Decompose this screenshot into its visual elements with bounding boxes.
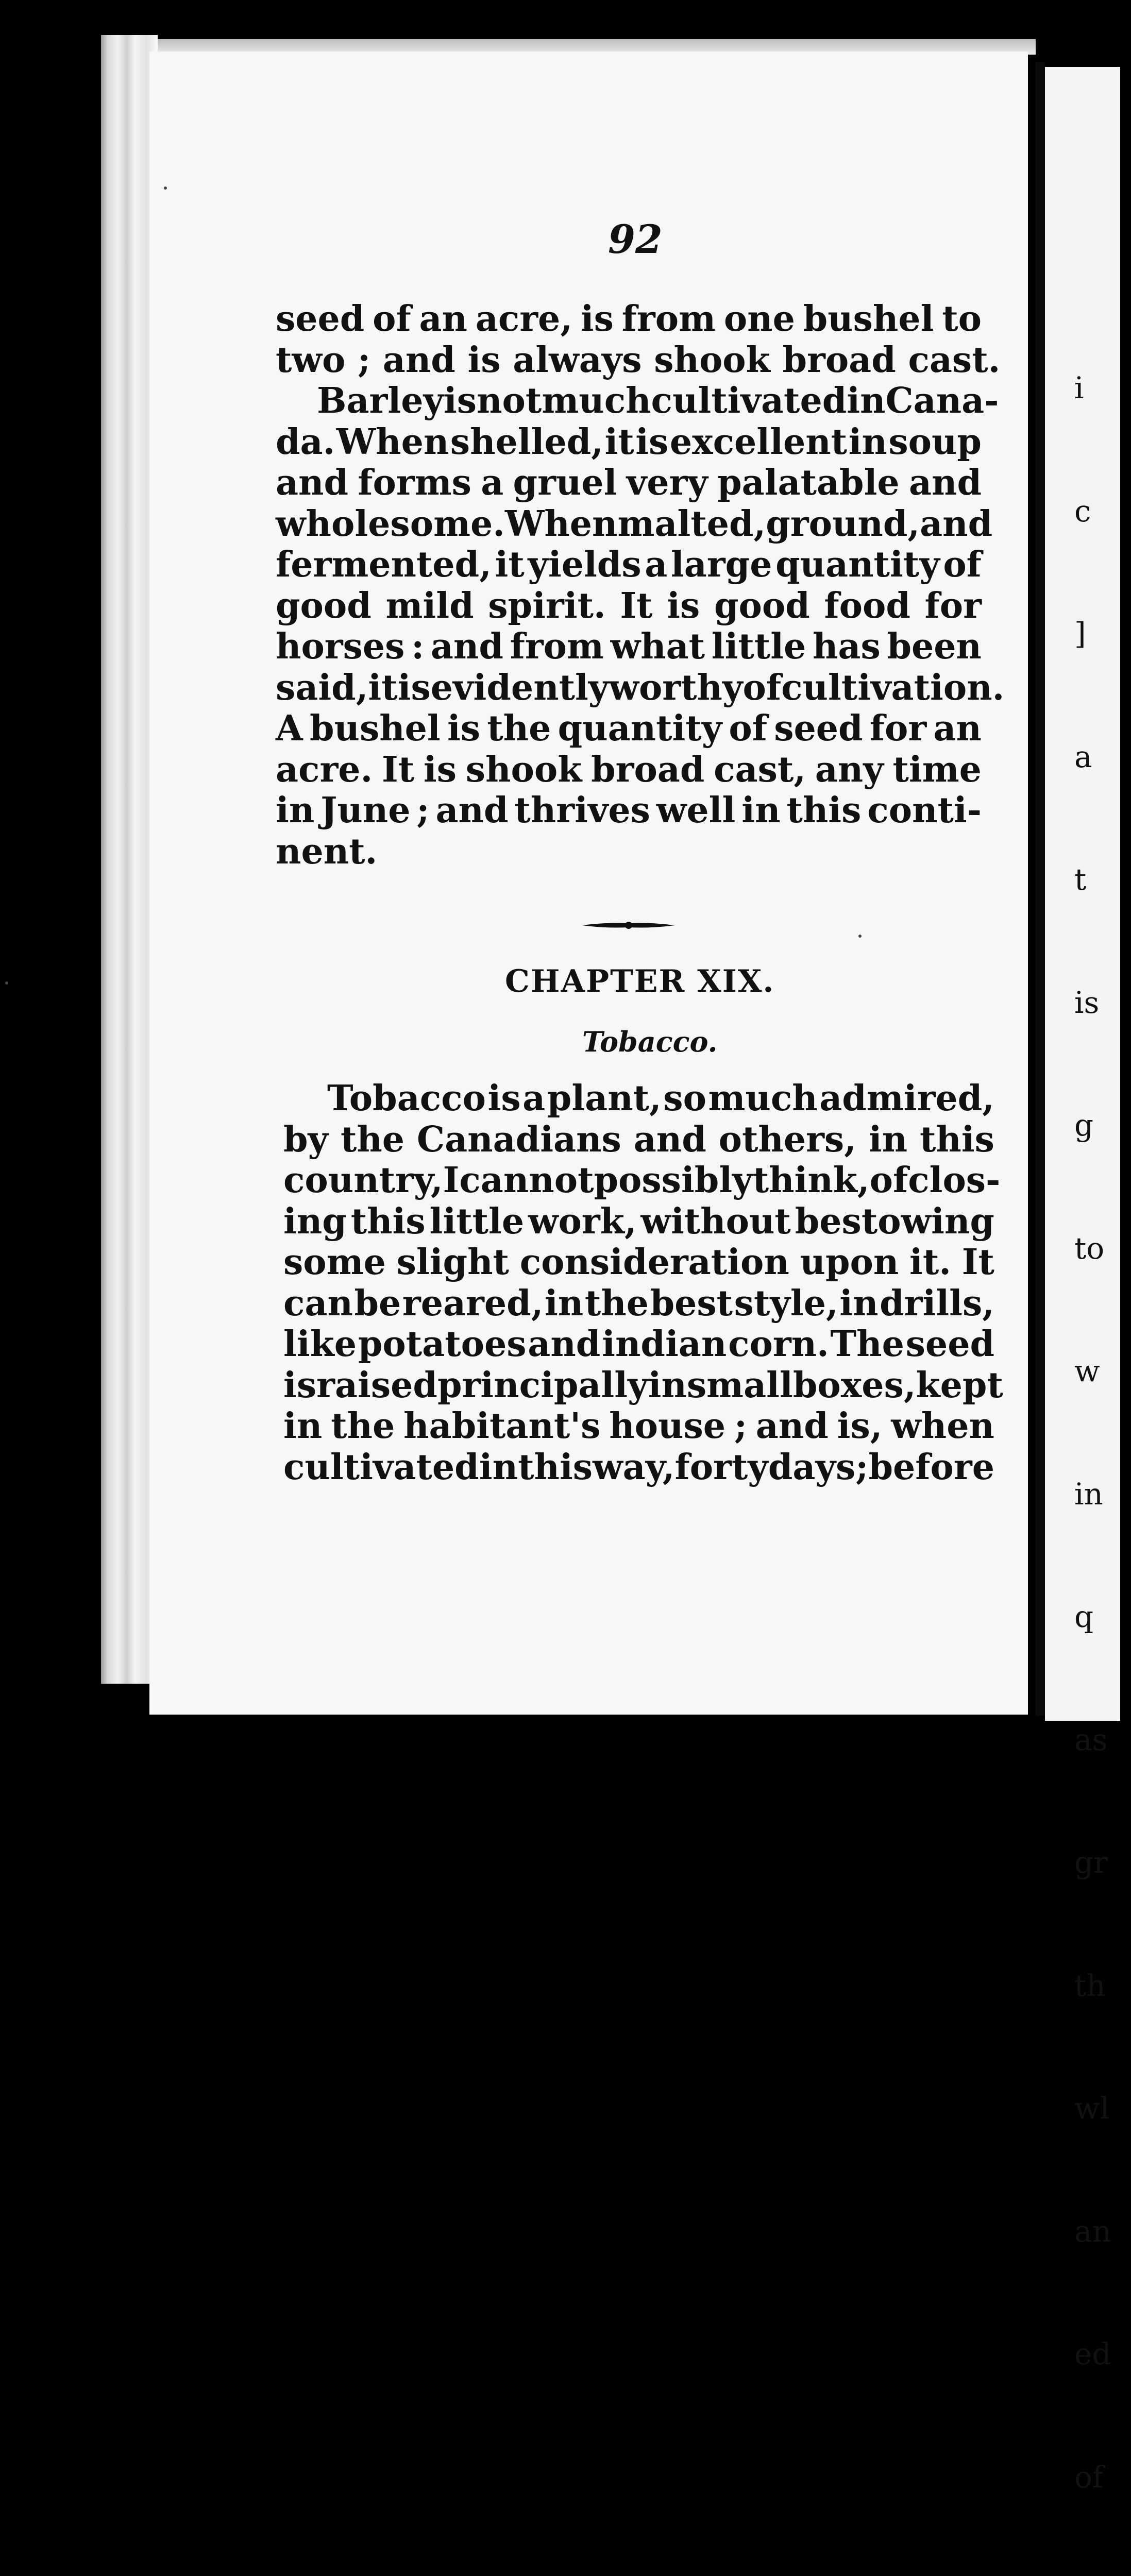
word: not [477, 380, 542, 421]
word: this [919, 1118, 994, 1160]
word: kept [916, 1364, 1003, 1406]
word: before [868, 1446, 994, 1488]
paper-speck [858, 935, 862, 938]
word: of [729, 708, 768, 749]
word: clos- [908, 1160, 1001, 1201]
word: and [528, 1324, 601, 1365]
word: from [510, 626, 604, 667]
word: worthy [609, 667, 743, 708]
word: others, [718, 1118, 856, 1160]
word: this [518, 1446, 593, 1488]
word: forms [358, 462, 471, 503]
word: corn. [728, 1324, 829, 1365]
word: potatoes [358, 1324, 527, 1365]
word: reared, [402, 1282, 544, 1324]
word: and [276, 462, 349, 503]
word: the [340, 1118, 405, 1160]
word: much [708, 1078, 818, 1119]
word: a [645, 544, 668, 585]
word: Tobacco [327, 1078, 486, 1119]
facing-line-fragment: wl [1074, 2091, 1110, 2126]
word: be [354, 1282, 401, 1324]
word: good [276, 585, 372, 626]
word: malted, [617, 503, 766, 545]
word: it [604, 421, 634, 463]
text-line [276, 790, 982, 832]
facing-line-fragment: t [1074, 862, 1087, 897]
facing-line-fragment: to [1074, 1230, 1105, 1266]
facing-line-fragment: ] [1074, 616, 1086, 651]
text-line [276, 380, 999, 422]
word: in [648, 1364, 687, 1406]
word: is [397, 667, 431, 708]
facing-line-fragment: is [1074, 985, 1100, 1020]
word: When [504, 503, 618, 545]
word: one [723, 298, 795, 340]
word: yields [528, 544, 642, 585]
word: days [768, 1446, 856, 1488]
text-line [276, 626, 982, 668]
word: palatable [717, 462, 900, 503]
text-line [276, 299, 982, 340]
facing-line-fragment: i [1074, 370, 1084, 405]
word: of [373, 298, 411, 340]
word: without [640, 1200, 791, 1242]
facing-line-fragment: as [1074, 1722, 1108, 1757]
word: Barley [317, 380, 444, 421]
word: best [650, 1282, 733, 1324]
word: slight [396, 1242, 509, 1283]
word: it [495, 544, 525, 585]
word: gruel [513, 462, 617, 503]
word: in [848, 421, 887, 463]
word: acre, [475, 298, 572, 340]
word: by [283, 1118, 329, 1160]
facing-line-fragment: in [1074, 1476, 1103, 1512]
word: is [635, 421, 669, 463]
word: broad [591, 749, 705, 790]
word: evidently [430, 667, 609, 708]
word: seed [774, 708, 863, 749]
word: raised [316, 1364, 437, 1406]
word: horses [276, 626, 405, 667]
text-line [283, 1364, 1003, 1406]
word: in [847, 380, 886, 421]
text-line [276, 422, 982, 463]
facing-line-fragment: g [1074, 1108, 1094, 1143]
word: ; [734, 1405, 747, 1447]
word: and [430, 626, 503, 667]
word: ing [283, 1200, 347, 1242]
word: cultivation. [781, 667, 1005, 708]
word: cultivated [283, 1446, 479, 1488]
paper-speck [164, 187, 167, 190]
text-line [283, 1160, 1001, 1201]
text-line [283, 1324, 994, 1365]
word: when [891, 1405, 994, 1447]
word: been [887, 626, 982, 667]
word: is [447, 708, 481, 749]
text-line [283, 1201, 994, 1243]
word: acre. [276, 749, 373, 790]
section-divider-ornament [582, 920, 675, 930]
word: and [755, 1405, 829, 1447]
word: for [869, 708, 927, 749]
word: quantity [558, 708, 722, 749]
text-line [283, 1078, 994, 1120]
word: this [350, 1200, 426, 1242]
facing-line-fragment: th [1074, 1968, 1106, 2003]
word: cannot [459, 1160, 594, 1201]
word: this [786, 790, 862, 831]
text-line: nent. [276, 831, 378, 872]
word: plant, [547, 1078, 662, 1119]
word: Cana- [885, 380, 999, 421]
facing-line-fragment: of [1074, 2459, 1104, 2495]
text-line [276, 503, 993, 545]
word: ; [855, 1446, 869, 1488]
word: is [283, 1364, 317, 1406]
word: in [544, 1282, 584, 1324]
text-line [283, 1447, 994, 1488]
word: fermented, [276, 544, 492, 585]
word: to [942, 298, 982, 340]
word: is [443, 380, 477, 421]
word: shook [465, 749, 582, 790]
word: of [869, 1160, 908, 1201]
word: in [741, 790, 781, 831]
word: style, [734, 1282, 838, 1324]
word: much [542, 380, 651, 421]
text-line [276, 667, 1005, 709]
word: wholesome. [276, 503, 505, 545]
word: When [336, 421, 449, 463]
word: The [830, 1324, 904, 1365]
word: seed [276, 298, 365, 340]
word: shelled, [450, 421, 603, 463]
word: well [656, 790, 736, 831]
page-number: 92 [608, 216, 663, 262]
chapter-title: CHAPTER XIX. [505, 963, 775, 999]
word: soup [888, 421, 982, 463]
word: A [276, 708, 303, 749]
word: good [714, 585, 810, 626]
text-line [276, 545, 982, 586]
word: spirit. [488, 585, 606, 626]
word: and [908, 462, 982, 503]
word: country, [283, 1160, 443, 1201]
facing-line-fragment: w [1074, 1353, 1100, 1388]
word: it. [909, 1242, 951, 1283]
word: It [961, 1242, 994, 1283]
word: in [479, 1446, 518, 1488]
word: is [667, 585, 700, 626]
word: quantity [775, 544, 940, 585]
word: can [283, 1282, 353, 1324]
text-block-top [276, 298, 1005, 872]
word: mild [385, 585, 474, 626]
text-line [283, 1406, 994, 1447]
word: think, [752, 1160, 870, 1201]
word: admired, [819, 1078, 994, 1119]
facing-line-fragment: a [1074, 739, 1092, 774]
word: way, [593, 1446, 675, 1488]
word: some [283, 1242, 386, 1283]
facing-line-fragment: q [1074, 1599, 1094, 1634]
word: of [742, 667, 782, 708]
word: seed [905, 1324, 994, 1365]
word: little [429, 1200, 525, 1242]
word: consideration [519, 1242, 789, 1283]
word: June [320, 790, 411, 831]
facing-line-fragment: gr [1074, 1845, 1108, 1880]
word: for [924, 585, 982, 626]
word: boxes, [792, 1364, 916, 1406]
word: so [663, 1078, 706, 1119]
word: an [933, 708, 982, 749]
text-line [276, 463, 982, 504]
word: possibly [594, 1160, 753, 1201]
word: like [283, 1324, 357, 1365]
word: It [381, 749, 415, 790]
word: is, [837, 1405, 883, 1447]
word: indian [602, 1324, 727, 1365]
word: : [411, 626, 425, 667]
word: is [487, 1078, 521, 1119]
word: the [331, 1405, 395, 1447]
word: ; [416, 790, 430, 831]
word: It [620, 585, 653, 626]
word: bushel [803, 298, 934, 340]
word: da. [276, 421, 335, 463]
text-line [283, 1283, 994, 1325]
word: time [892, 749, 982, 790]
word: has [812, 626, 881, 667]
word: house [609, 1405, 725, 1447]
facing-line-fragment: an [1074, 2213, 1111, 2249]
word: drills, [880, 1282, 994, 1324]
word: a [481, 462, 504, 503]
word: the [487, 708, 551, 749]
word: in [276, 790, 315, 831]
word: ground, [766, 503, 920, 545]
word: bestowing [795, 1200, 994, 1242]
word: habitant's [403, 1405, 601, 1447]
word: forty [674, 1446, 768, 1488]
facing-line-fragment: ed [1074, 2336, 1111, 2371]
word: I [443, 1160, 460, 1201]
word: thrives [514, 790, 650, 831]
word: in [283, 1405, 323, 1447]
word: any [815, 749, 884, 790]
word: said, [276, 667, 368, 708]
word: in [868, 1118, 908, 1160]
word: the [584, 1282, 649, 1324]
word: little [711, 626, 806, 667]
word: work, [528, 1200, 637, 1242]
facing-line-fragment: c [1074, 493, 1091, 529]
text-line [276, 586, 982, 627]
word: food [824, 585, 910, 626]
word: of [943, 544, 982, 585]
text-block-bottom [283, 1078, 1003, 1488]
word: and [435, 790, 509, 831]
text-line [276, 708, 982, 750]
word: conti- [867, 790, 982, 831]
word: principally [437, 1364, 648, 1406]
word: upon [800, 1242, 899, 1283]
word: and [920, 503, 993, 545]
text-line [276, 750, 982, 791]
word: it [368, 667, 398, 708]
word: in [839, 1282, 879, 1324]
word: large [670, 544, 772, 585]
word: cast, [714, 749, 806, 790]
word: bushel [309, 708, 441, 749]
word: is [423, 749, 457, 790]
text-line: two ; and is always shook broad cast. [276, 339, 1001, 381]
text-line [283, 1242, 994, 1283]
facing-page-text-fragments [1074, 286, 1131, 2576]
word: cultivated [651, 380, 847, 421]
word: excellent [669, 421, 848, 463]
word: an [419, 298, 467, 340]
word: and [633, 1118, 706, 1160]
word: very [626, 462, 708, 503]
paper-speck [5, 981, 8, 985]
word: Canadians [416, 1118, 621, 1160]
book-gutter [1036, 62, 1045, 1716]
word: a [522, 1078, 546, 1119]
word: from [621, 298, 716, 340]
word: small [686, 1364, 793, 1406]
word: what [610, 626, 705, 667]
chapter-subtitle: Tobacco. [582, 1025, 718, 1058]
text-line [283, 1120, 994, 1161]
word: is [580, 298, 614, 340]
